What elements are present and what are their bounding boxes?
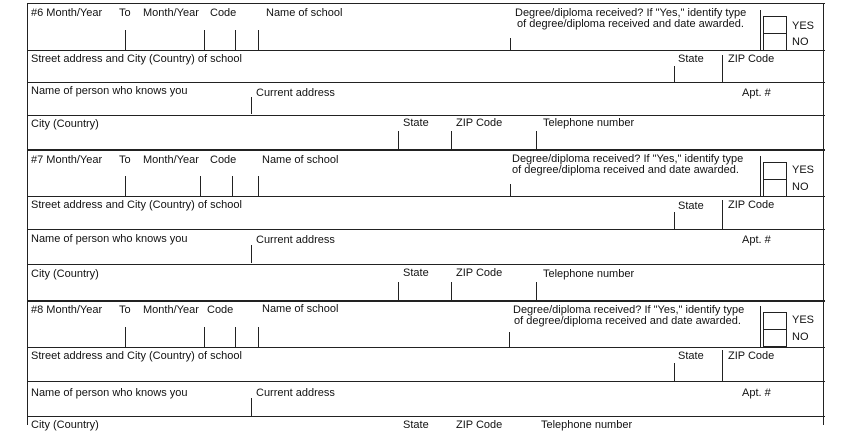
- divider: [125, 176, 126, 196]
- no-checkbox[interactable]: [763, 179, 787, 197]
- divider: [204, 30, 205, 50]
- divider: [398, 131, 399, 149]
- yes-checkbox[interactable]: [763, 162, 787, 180]
- telephone-label: Telephone number: [543, 268, 635, 280]
- no-label: NO: [792, 36, 809, 48]
- telephone-label: Telephone number: [543, 117, 635, 129]
- start-month-year-label: #8 Month/Year: [31, 304, 103, 316]
- state-field[interactable]: [400, 282, 448, 300]
- degree-field[interactable]: [512, 30, 757, 50]
- degree-label-line2: of degree/diploma received and date awarded.: [512, 164, 739, 176]
- divider: [200, 176, 201, 196]
- zip-code-field[interactable]: [724, 363, 824, 381]
- start-month-year-label: #6 Month/Year: [31, 7, 103, 19]
- reference-name-label: Name of person who knows you: [31, 85, 188, 97]
- zip-code-label: ZIP Code: [728, 199, 775, 211]
- divider: [536, 131, 537, 149]
- degree-field[interactable]: [511, 327, 757, 347]
- code-field[interactable]: [206, 30, 256, 50]
- reference-name-label: Name of person who knows you: [31, 387, 188, 399]
- street-address-field[interactable]: [31, 212, 671, 229]
- reference-name-field[interactable]: [31, 98, 249, 114]
- yes-checkbox[interactable]: [763, 312, 787, 330]
- school-name-field[interactable]: [260, 176, 508, 196]
- divider: [760, 10, 761, 50]
- divider: [258, 30, 259, 50]
- divider: [204, 327, 205, 347]
- divider: [232, 176, 233, 196]
- section-separator: [27, 300, 825, 302]
- telephone-field[interactable]: [538, 282, 824, 300]
- divider: [509, 332, 510, 347]
- divider: [451, 282, 452, 300]
- zip-code-field[interactable]: [453, 131, 533, 149]
- row-divider: [27, 381, 825, 382]
- degree-label-line1: Degree/diploma received? If "Yes," identify type: [515, 7, 747, 19]
- school-name-label: Name of school: [262, 303, 339, 315]
- state-field[interactable]: [676, 212, 721, 229]
- start-month-year-field[interactable]: [31, 176, 123, 196]
- to-label: To: [119, 304, 131, 316]
- divider: [674, 212, 675, 229]
- state-field[interactable]: [400, 131, 448, 149]
- state-label: State: [403, 267, 429, 279]
- divider: [536, 282, 537, 300]
- row-divider: [27, 264, 825, 265]
- city-label: City (Country): [31, 419, 99, 431]
- section-separator: [27, 149, 825, 151]
- divider: [722, 200, 723, 229]
- divider: [235, 327, 236, 347]
- zip-code-label: ZIP Code: [728, 53, 775, 65]
- divider: [674, 66, 675, 82]
- state-label: State: [678, 350, 704, 362]
- degree-label-line1: Degree/diploma received? If "Yes," identify type: [513, 304, 745, 316]
- divider: [258, 176, 259, 196]
- street-address-label: Street address and City (Country) of school: [31, 199, 242, 211]
- row-divider: [27, 50, 825, 51]
- apt-label: Apt. #: [742, 234, 771, 246]
- divider: [510, 184, 511, 196]
- divider: [125, 30, 126, 50]
- divider: [674, 363, 675, 381]
- current-address-field[interactable]: [254, 399, 824, 416]
- end-month-year-field[interactable]: [127, 327, 202, 347]
- degree-label-line2: of degree/diploma received and date awarded.: [514, 315, 741, 327]
- degree-label-line1: Degree/diploma received? If "Yes," identify type: [512, 153, 744, 165]
- state-label: State: [678, 200, 704, 212]
- zip-code-label: ZIP Code: [456, 419, 503, 431]
- left-border: [27, 3, 28, 425]
- end-month-year-label: Month/Year: [143, 304, 199, 316]
- school-name-field[interactable]: [260, 327, 506, 347]
- telephone-label: Telephone number: [541, 419, 633, 431]
- city-field[interactable]: [31, 282, 395, 300]
- no-checkbox[interactable]: [763, 329, 787, 347]
- divider: [510, 38, 511, 50]
- row-divider: [27, 416, 825, 417]
- divider: [760, 156, 761, 196]
- code-field[interactable]: [206, 327, 256, 347]
- no-label: NO: [792, 181, 809, 193]
- school-name-label: Name of school: [266, 7, 343, 19]
- code-label: Code: [207, 304, 234, 316]
- state-label: State: [678, 53, 704, 65]
- no-checkbox[interactable]: [763, 33, 787, 51]
- current-address-field[interactable]: [254, 98, 824, 114]
- street-address-field[interactable]: [31, 66, 671, 82]
- divider: [251, 398, 252, 416]
- row-divider: [27, 196, 825, 197]
- current-address-field[interactable]: [254, 246, 824, 263]
- code-label: Code: [210, 154, 237, 166]
- state-field[interactable]: [676, 363, 721, 381]
- school-name-label: Name of school: [262, 154, 339, 166]
- telephone-field[interactable]: [538, 131, 824, 149]
- zip-code-field[interactable]: [724, 66, 824, 82]
- zip-code-label: ZIP Code: [728, 350, 775, 362]
- reference-name-field[interactable]: [31, 399, 249, 416]
- school-name-field[interactable]: [260, 30, 510, 50]
- street-address-label: Street address and City (Country) of school: [31, 350, 242, 362]
- divider: [235, 30, 236, 50]
- apt-label: Apt. #: [742, 387, 771, 399]
- degree-label-line2: of degree/diploma received and date awarded.: [517, 18, 744, 30]
- to-label: To: [119, 7, 131, 19]
- divider: [125, 327, 126, 347]
- yes-label: YES: [792, 20, 815, 32]
- row-divider: [27, 82, 825, 83]
- divider: [722, 350, 723, 381]
- divider: [722, 55, 723, 82]
- state-field[interactable]: [676, 66, 721, 82]
- street-address-label: Street address and City (Country) of school: [31, 53, 242, 65]
- no-label: NO: [792, 331, 809, 343]
- start-month-year-field[interactable]: [31, 327, 123, 347]
- divider: [451, 131, 452, 149]
- yes-label: YES: [792, 314, 815, 326]
- reference-name-field[interactable]: [31, 246, 249, 263]
- current-address-label: Current address: [256, 387, 335, 399]
- code-field[interactable]: [202, 176, 256, 196]
- zip-code-label: ZIP Code: [456, 117, 503, 129]
- to-label: To: [119, 154, 131, 166]
- yes-label: YES: [792, 164, 815, 176]
- current-address-label: Current address: [256, 87, 335, 99]
- state-label: State: [403, 117, 429, 129]
- end-month-year-label: Month/Year: [143, 7, 199, 19]
- degree-field[interactable]: [512, 176, 757, 196]
- city-field[interactable]: [31, 131, 395, 149]
- reference-name-label: Name of person who knows you: [31, 233, 188, 245]
- divider: [398, 282, 399, 300]
- zip-code-label: ZIP Code: [456, 267, 503, 279]
- code-label: Code: [210, 7, 237, 19]
- start-month-year-field[interactable]: [31, 30, 123, 50]
- divider: [760, 306, 761, 347]
- city-label: City (Country): [31, 118, 99, 130]
- apt-label: Apt. #: [742, 87, 771, 99]
- state-label: State: [403, 419, 429, 431]
- zip-code-field[interactable]: [724, 212, 824, 229]
- divider: [251, 97, 252, 114]
- yes-checkbox[interactable]: [763, 16, 787, 34]
- street-address-field[interactable]: [31, 363, 671, 381]
- divider: [251, 245, 252, 263]
- end-month-year-field[interactable]: [127, 176, 202, 196]
- divider: [258, 327, 259, 347]
- row-divider: [27, 347, 825, 348]
- city-label: City (Country): [31, 268, 99, 280]
- right-border: [823, 3, 824, 425]
- row-divider: [27, 229, 825, 230]
- end-month-year-field[interactable]: [127, 30, 202, 50]
- end-month-year-label: Month/Year: [143, 154, 199, 166]
- zip-code-field[interactable]: [453, 282, 533, 300]
- row-divider: [27, 115, 825, 116]
- current-address-label: Current address: [256, 234, 335, 246]
- top-border: [27, 3, 825, 4]
- start-month-year-label: #7 Month/Year: [31, 154, 103, 166]
